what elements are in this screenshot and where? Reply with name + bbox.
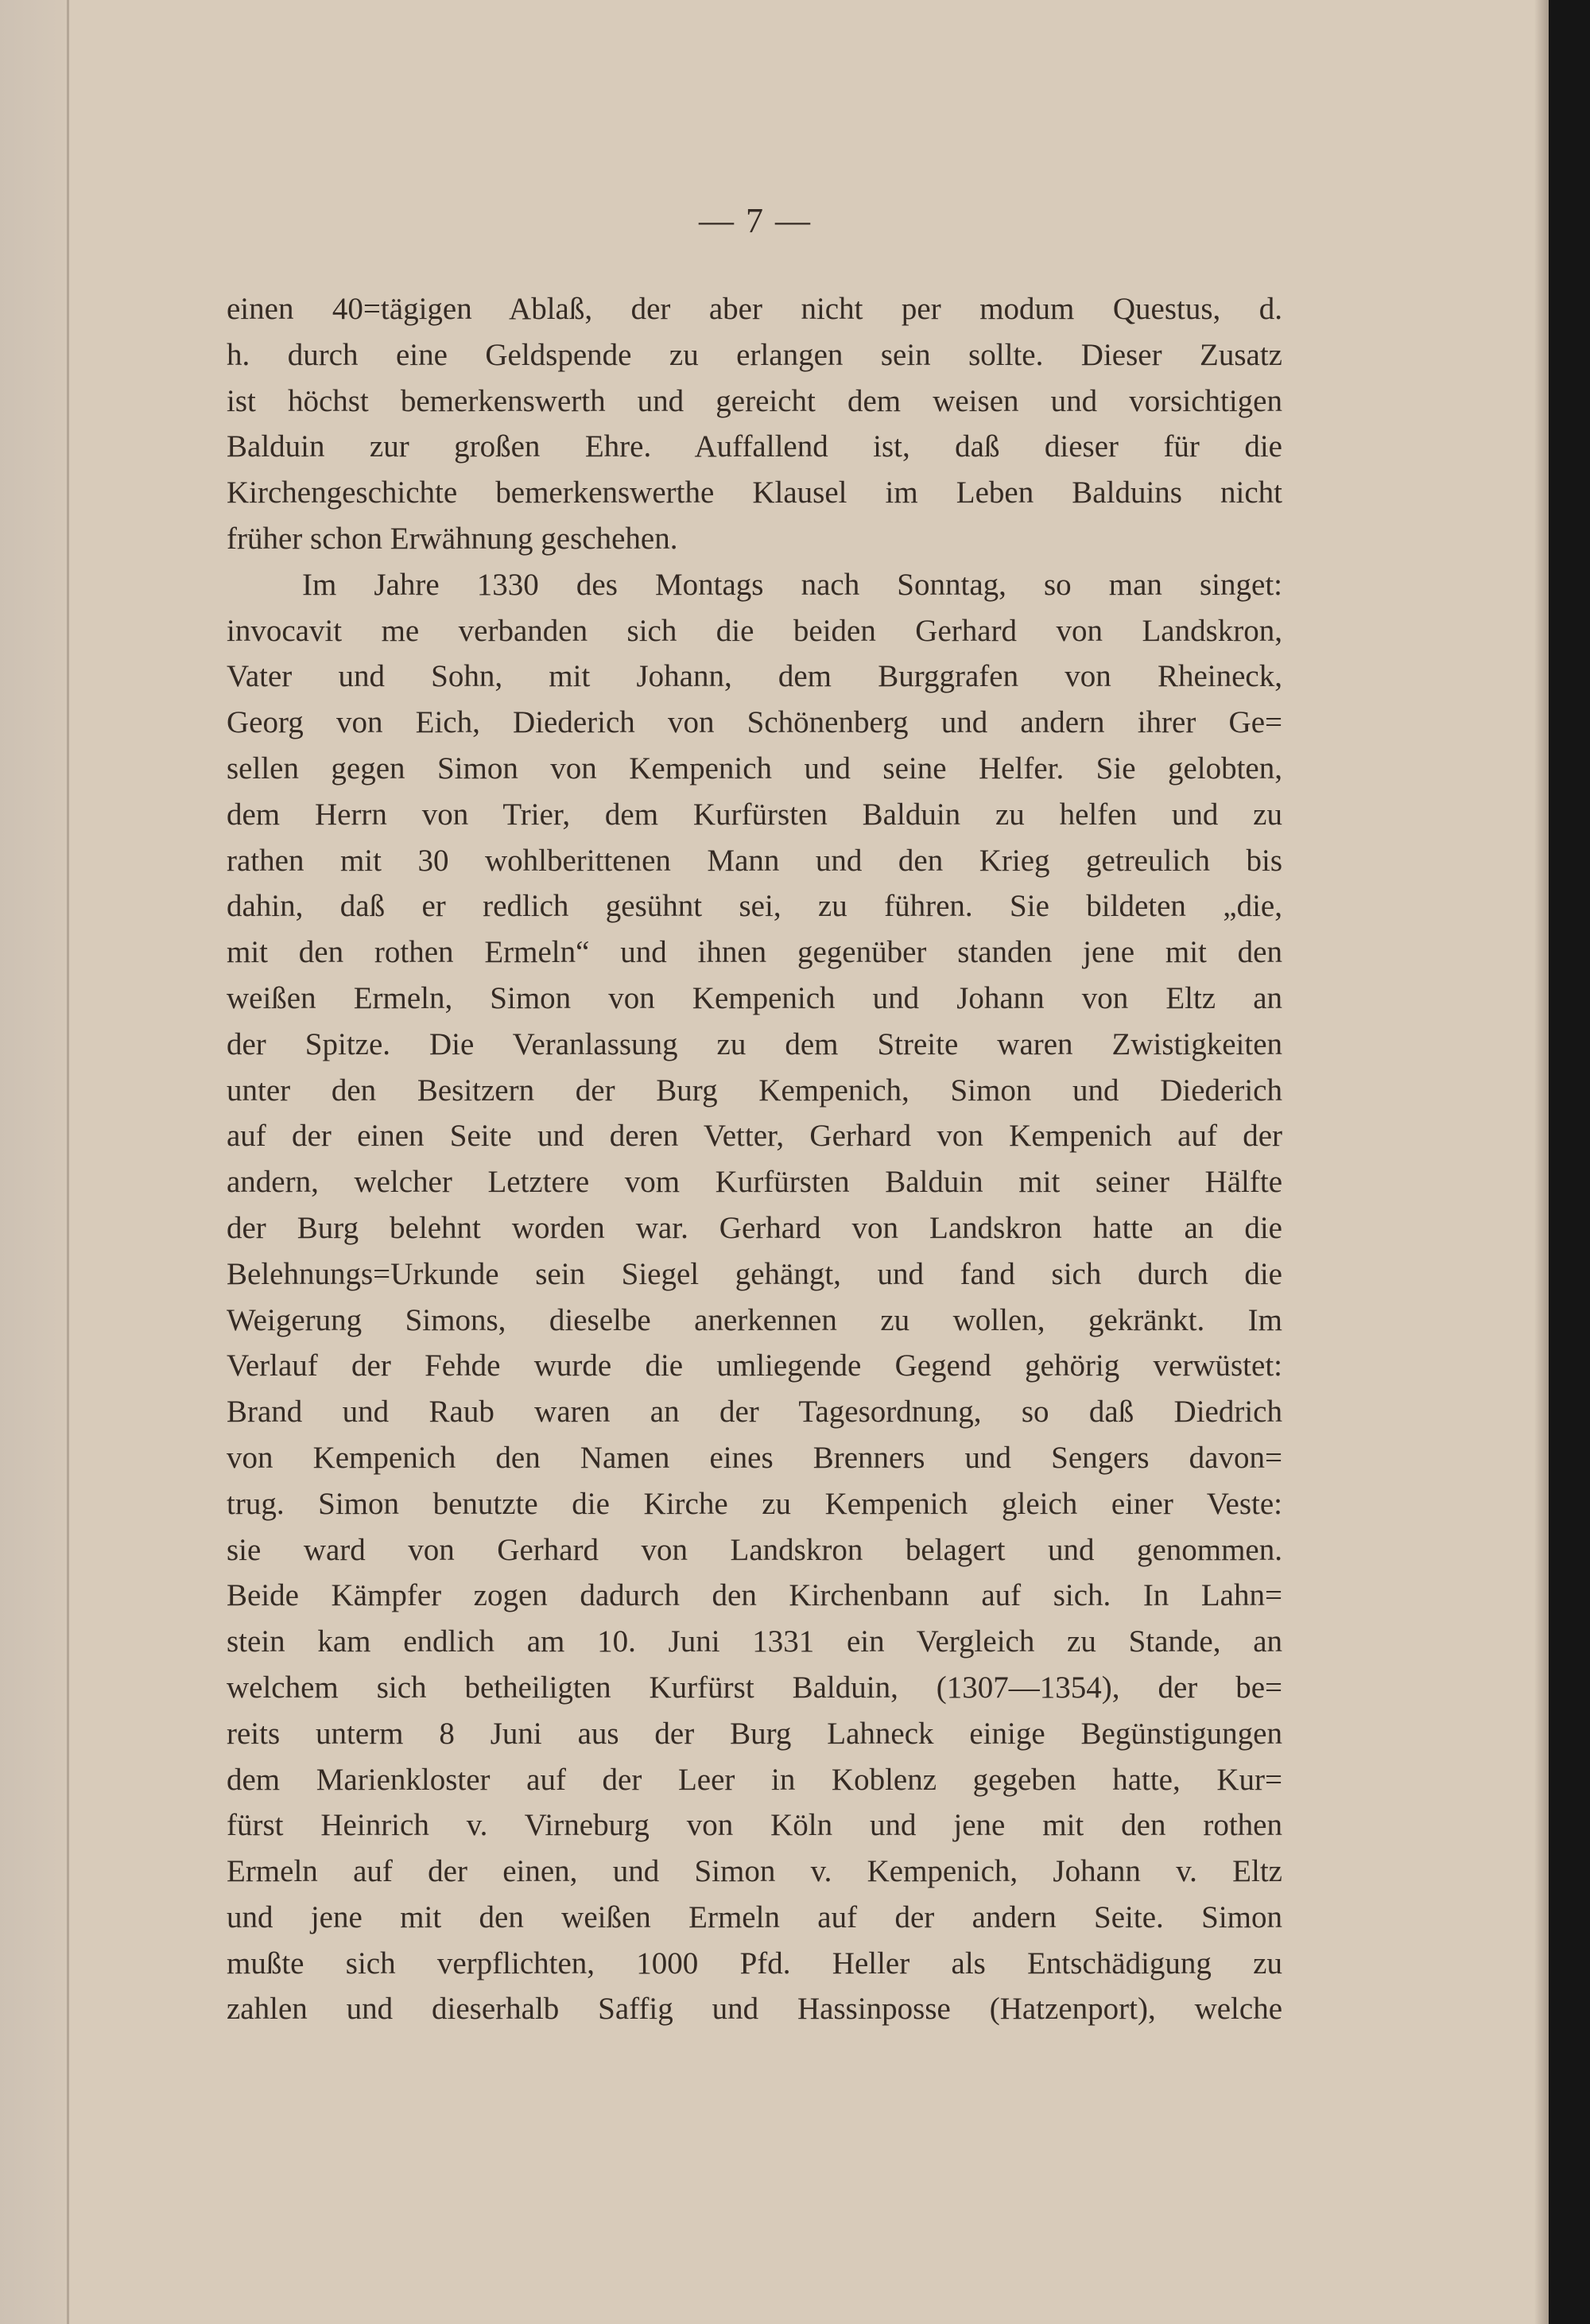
text-line: und jene mit den weißen Ermeln auf der andern Seite. Simon [227,1899,1282,1934]
text-line: von Kempenich den Namen eines Brenners und Sengers davon= [227,1440,1282,1475]
text-line: invocavit me verbanden sich die beiden Gerhard von Landskron, [227,613,1282,648]
text-line: dahin, daß er redlich gesühnt sei, zu führen. Sie bildeten „die, [227,889,1282,924]
body-text [227,286,1282,2032]
binding-edge [67,0,69,2324]
text-line: der Spitze. Die Veranlassung zu dem Streite waren Zwistigkeiten [227,1026,1282,1061]
text-line: Weigerung Simons, dieselbe anerkennen zu wollen, gekränkt. Im [227,1302,1282,1337]
text-line: weißen Ermeln, Simon von Kempenich und Johann von Eltz an [227,980,1282,1015]
text-line: Vater und Sohn, mit Johann, dem Burggrafen von Rheineck, [227,659,1282,694]
text-line: mußte sich verpflichten, 1000 Pfd. Heller als Entschädigung zu [227,1946,1282,1981]
page-edge-shadow [1534,0,1549,2324]
text-line: sie ward von Gerhard von Landskron belagert und genommen. [227,1532,1282,1567]
scan-border [1549,0,1590,2324]
text-line: Ermeln auf der einen, und Simon v. Kempenich, Johann v. Eltz [227,1854,1282,1889]
text-line: Kirchengeschichte bemerkenswerthe Klausel im Leben Balduins nicht [227,475,1282,510]
page-gutter [0,0,68,2324]
text-line: ist höchst bemerkenswerth und gereicht dem weisen und vorsichtigen [227,383,1282,418]
text-line: Im Jahre 1330 des Montags nach Sonntag, so man singet: [302,567,1282,602]
text-line: dem Herrn von Trier, dem Kurfürsten Balduin zu helfen und zu [227,797,1282,832]
text-line: auf der einen Seite und deren Vetter, Gerhard von Kempenich auf der [227,1119,1282,1154]
text-line: Brand und Raub waren an der Tagesordnung, so daß Diedrich [227,1395,1282,1430]
text-line: Balduin zur großen Ehre. Auffallend ist, daß dieser für die [227,429,1282,464]
text-line: sellen gegen Simon von Kempenich und seine Helfer. Sie gelobten, [227,751,1282,786]
text-line: einen 40=tägigen Ablaß, der aber nicht per modum Questus, d. [227,292,1282,326]
text-line: rathen mit 30 wohlberittenen Mann und den Krieg getreulich bis [227,843,1282,878]
text-line: Belehnungs=Urkunde sein Siegel gehängt, und fand sich durch die [227,1256,1282,1291]
text-line: reits unterm 8 Juni aus der Burg Lahneck einige Begünstigungen [227,1716,1282,1751]
text-line: mit den rothen Ermeln“ und ihnen gegenüber standen jene mit den [227,935,1282,970]
text-line: zahlen und dieserhalb Saffig und Hassinposse (Hatzenport), welche [227,1992,1282,2027]
text-line: unter den Besitzern der Burg Kempenich, Simon und Diederich [227,1073,1282,1108]
text-line: welchem sich betheiligten Kurfürst Balduin, (1307—1354), der be= [227,1670,1282,1705]
page-number: — 7 — [699,201,812,240]
text-line: der Burg belehnt worden war. Gerhard von Landskron hatte an die [227,1210,1282,1245]
text-line: Georg von Eich, Diederich von Schönenberg und andern ihrer Ge= [227,705,1282,740]
text-line: h. durch eine Geldspende zu erlangen sein sollte. Dieser Zusatz [227,337,1282,372]
text-line: stein kam endlich am 10. Juni 1331 ein Vergleich zu Stande, an [227,1624,1282,1659]
text-line: früher schon Erwähnung geschehen. [227,521,678,556]
text-line: Verlauf der Fehde wurde die umliegende Gegend gehörig verwüstet: [227,1348,1282,1383]
text-line: Beide Kämpfer zogen dadurch den Kirchenbann auf sich. In Lahn= [227,1578,1282,1613]
text-line: trug. Simon benutzte die Kirche zu Kempenich gleich einer Veste: [227,1486,1282,1521]
text-line: fürst Heinrich v. Virneburg von Köln und jene mit den rothen [227,1808,1282,1843]
text-line: dem Marienkloster auf der Leer in Koblenz gegeben hatte, Kur= [227,1762,1282,1797]
text-line: andern, welcher Letztere vom Kurfürsten Balduin mit seiner Hälfte [227,1165,1282,1200]
